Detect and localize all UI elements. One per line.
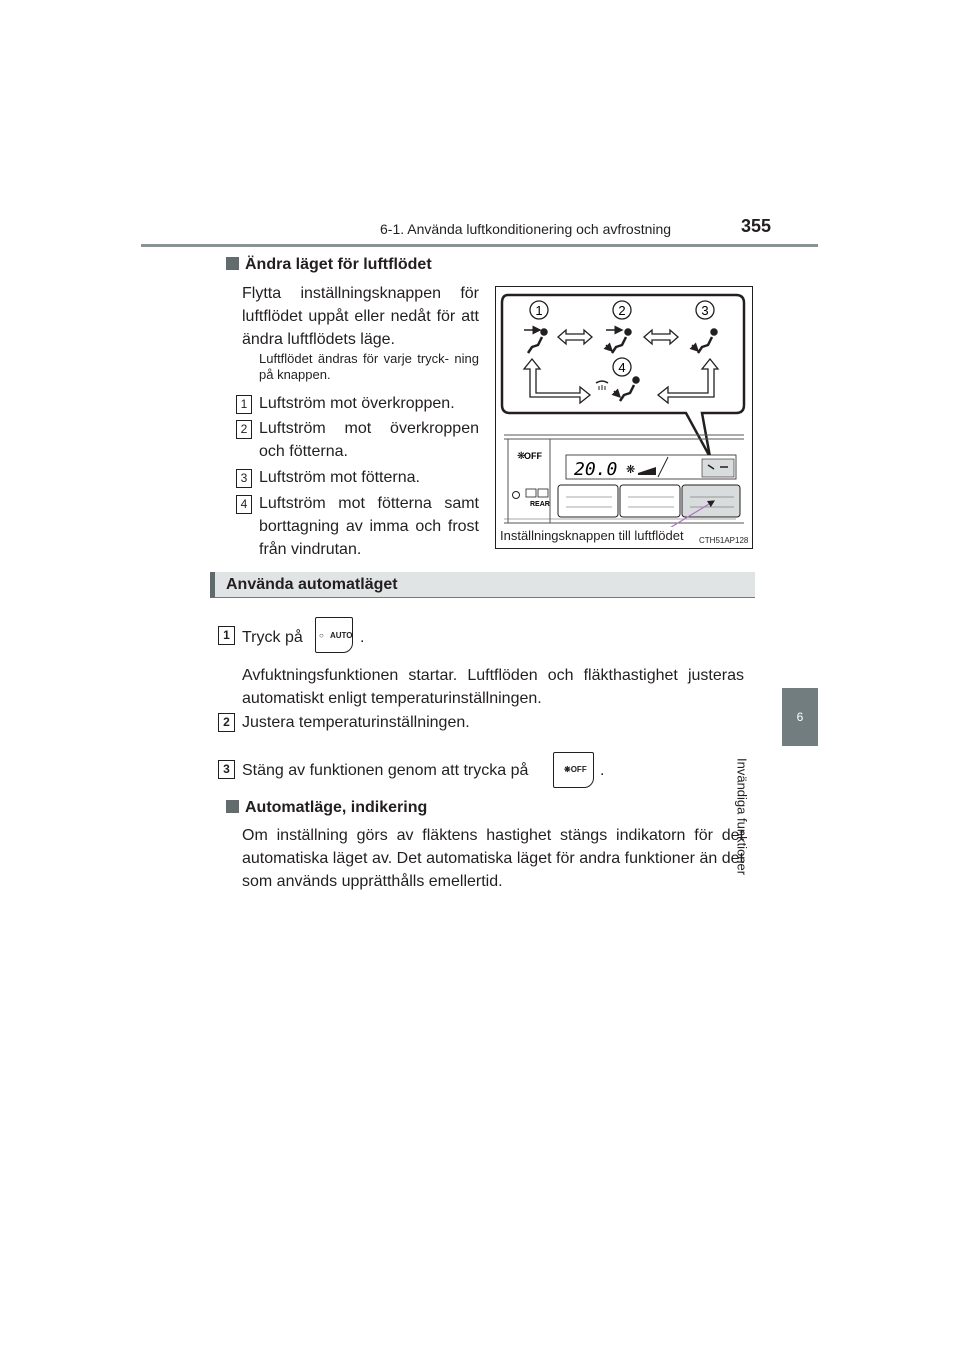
- item-number-badge: 3: [236, 469, 252, 488]
- section-title: Använda automatläget: [226, 576, 398, 593]
- circle-label-2: 2: [618, 303, 626, 318]
- step-1-detail: Avfuktningsfunktionen startar. Luftflöden och fläkthastighet justeras automatiskt enligt temperaturinställningen.: [242, 667, 744, 707]
- fan-off-icon-text: OFF: [570, 765, 587, 774]
- step-number-badge: 2: [218, 713, 235, 732]
- figure-caption: Inställningsknappen till luftflödet: [500, 528, 684, 543]
- airflow-item-3: Luftström mot fötterna.: [259, 469, 420, 486]
- fan-off-button-icon: [553, 752, 594, 788]
- step-1-pre: Tryck på: [242, 629, 303, 646]
- figure-code: CTH51AP128: [699, 536, 749, 545]
- chapter-tab-label: [734, 758, 818, 958]
- airflow-item-4: Luftström mot fötterna samt borttagning av imma och frost från vindrutan.: [259, 495, 479, 558]
- airflow-item-2: Luftström mot överkroppen och fötterna.: [259, 420, 479, 460]
- item-number-badge: 1: [236, 395, 252, 414]
- item-number-badge: 2: [236, 420, 252, 439]
- airflow-heading: [226, 256, 432, 274]
- square-bullet-icon: [226, 257, 239, 270]
- fan-icon: ❋: [517, 451, 526, 462]
- auto-indicator-heading-text: Automatläge, indikering: [245, 799, 428, 816]
- airflow-heading-text: Ändra läget för luftflödet: [245, 256, 432, 273]
- temperature-display: 20.0: [574, 459, 618, 480]
- circle-label-1: 1: [535, 303, 543, 318]
- step-number-badge: 3: [218, 760, 235, 779]
- airflow-mode-display: [702, 459, 734, 477]
- section-header: [210, 572, 755, 598]
- item-number-badge: 4: [236, 495, 252, 514]
- rear-label: REAR: [530, 501, 550, 508]
- chapter-title: 6-1. Använda luftkonditionering och avfrostning: [380, 221, 672, 237]
- step-3-post: .: [600, 762, 605, 779]
- step-2-text: Justera temperaturinställningen.: [242, 714, 470, 731]
- auto-indicator-text: Om inställning görs av fläktens hastighet stängs indikatorn för det automatiska läget av. Det automatiska läget för andra funktioner än det som används upprätthålls emellertid.: [242, 827, 744, 890]
- control-panel: [498, 435, 749, 545]
- airflow-diagram: [496, 287, 752, 548]
- auto-indicator-heading: [226, 799, 427, 817]
- auto-indicator-icon: ○: [319, 631, 324, 640]
- auto-button-icon: [315, 617, 353, 653]
- square-bullet-icon: [226, 800, 239, 813]
- chapter-tab-number: 6: [782, 688, 818, 746]
- step-1-text: [242, 626, 303, 649]
- step-1-post: .: [360, 629, 365, 646]
- chapter-tab-label-text: Invändiga funktioner: [734, 758, 750, 876]
- fan-off-icon-label: ❋OFF: [564, 765, 587, 774]
- airflow-intro: Flytta inställningsknappen för luftflödet uppåt eller nedåt för att ändra luftflödets läge.: [242, 285, 479, 348]
- step-3-pre: Stäng av funktionen genom att trycka på: [242, 762, 529, 779]
- auto-button-label: AUTO: [330, 631, 353, 640]
- airflow-item-1: Luftström mot överkroppen.: [259, 395, 455, 412]
- header-divider: [141, 244, 818, 247]
- airflow-note: Luftflödet ändras för varje tryck- ning på knappen.: [259, 351, 479, 382]
- airflow-figure: [495, 286, 753, 549]
- circle-label-3: 3: [701, 303, 709, 318]
- fan-speed-icon: ❋: [626, 463, 636, 476]
- page-number: 355: [741, 216, 772, 236]
- step-number-badge: 1: [218, 626, 235, 645]
- fan-off-label: OFF: [524, 451, 542, 461]
- circle-label-4: 4: [618, 360, 626, 375]
- airflow-mode-button: [682, 485, 740, 517]
